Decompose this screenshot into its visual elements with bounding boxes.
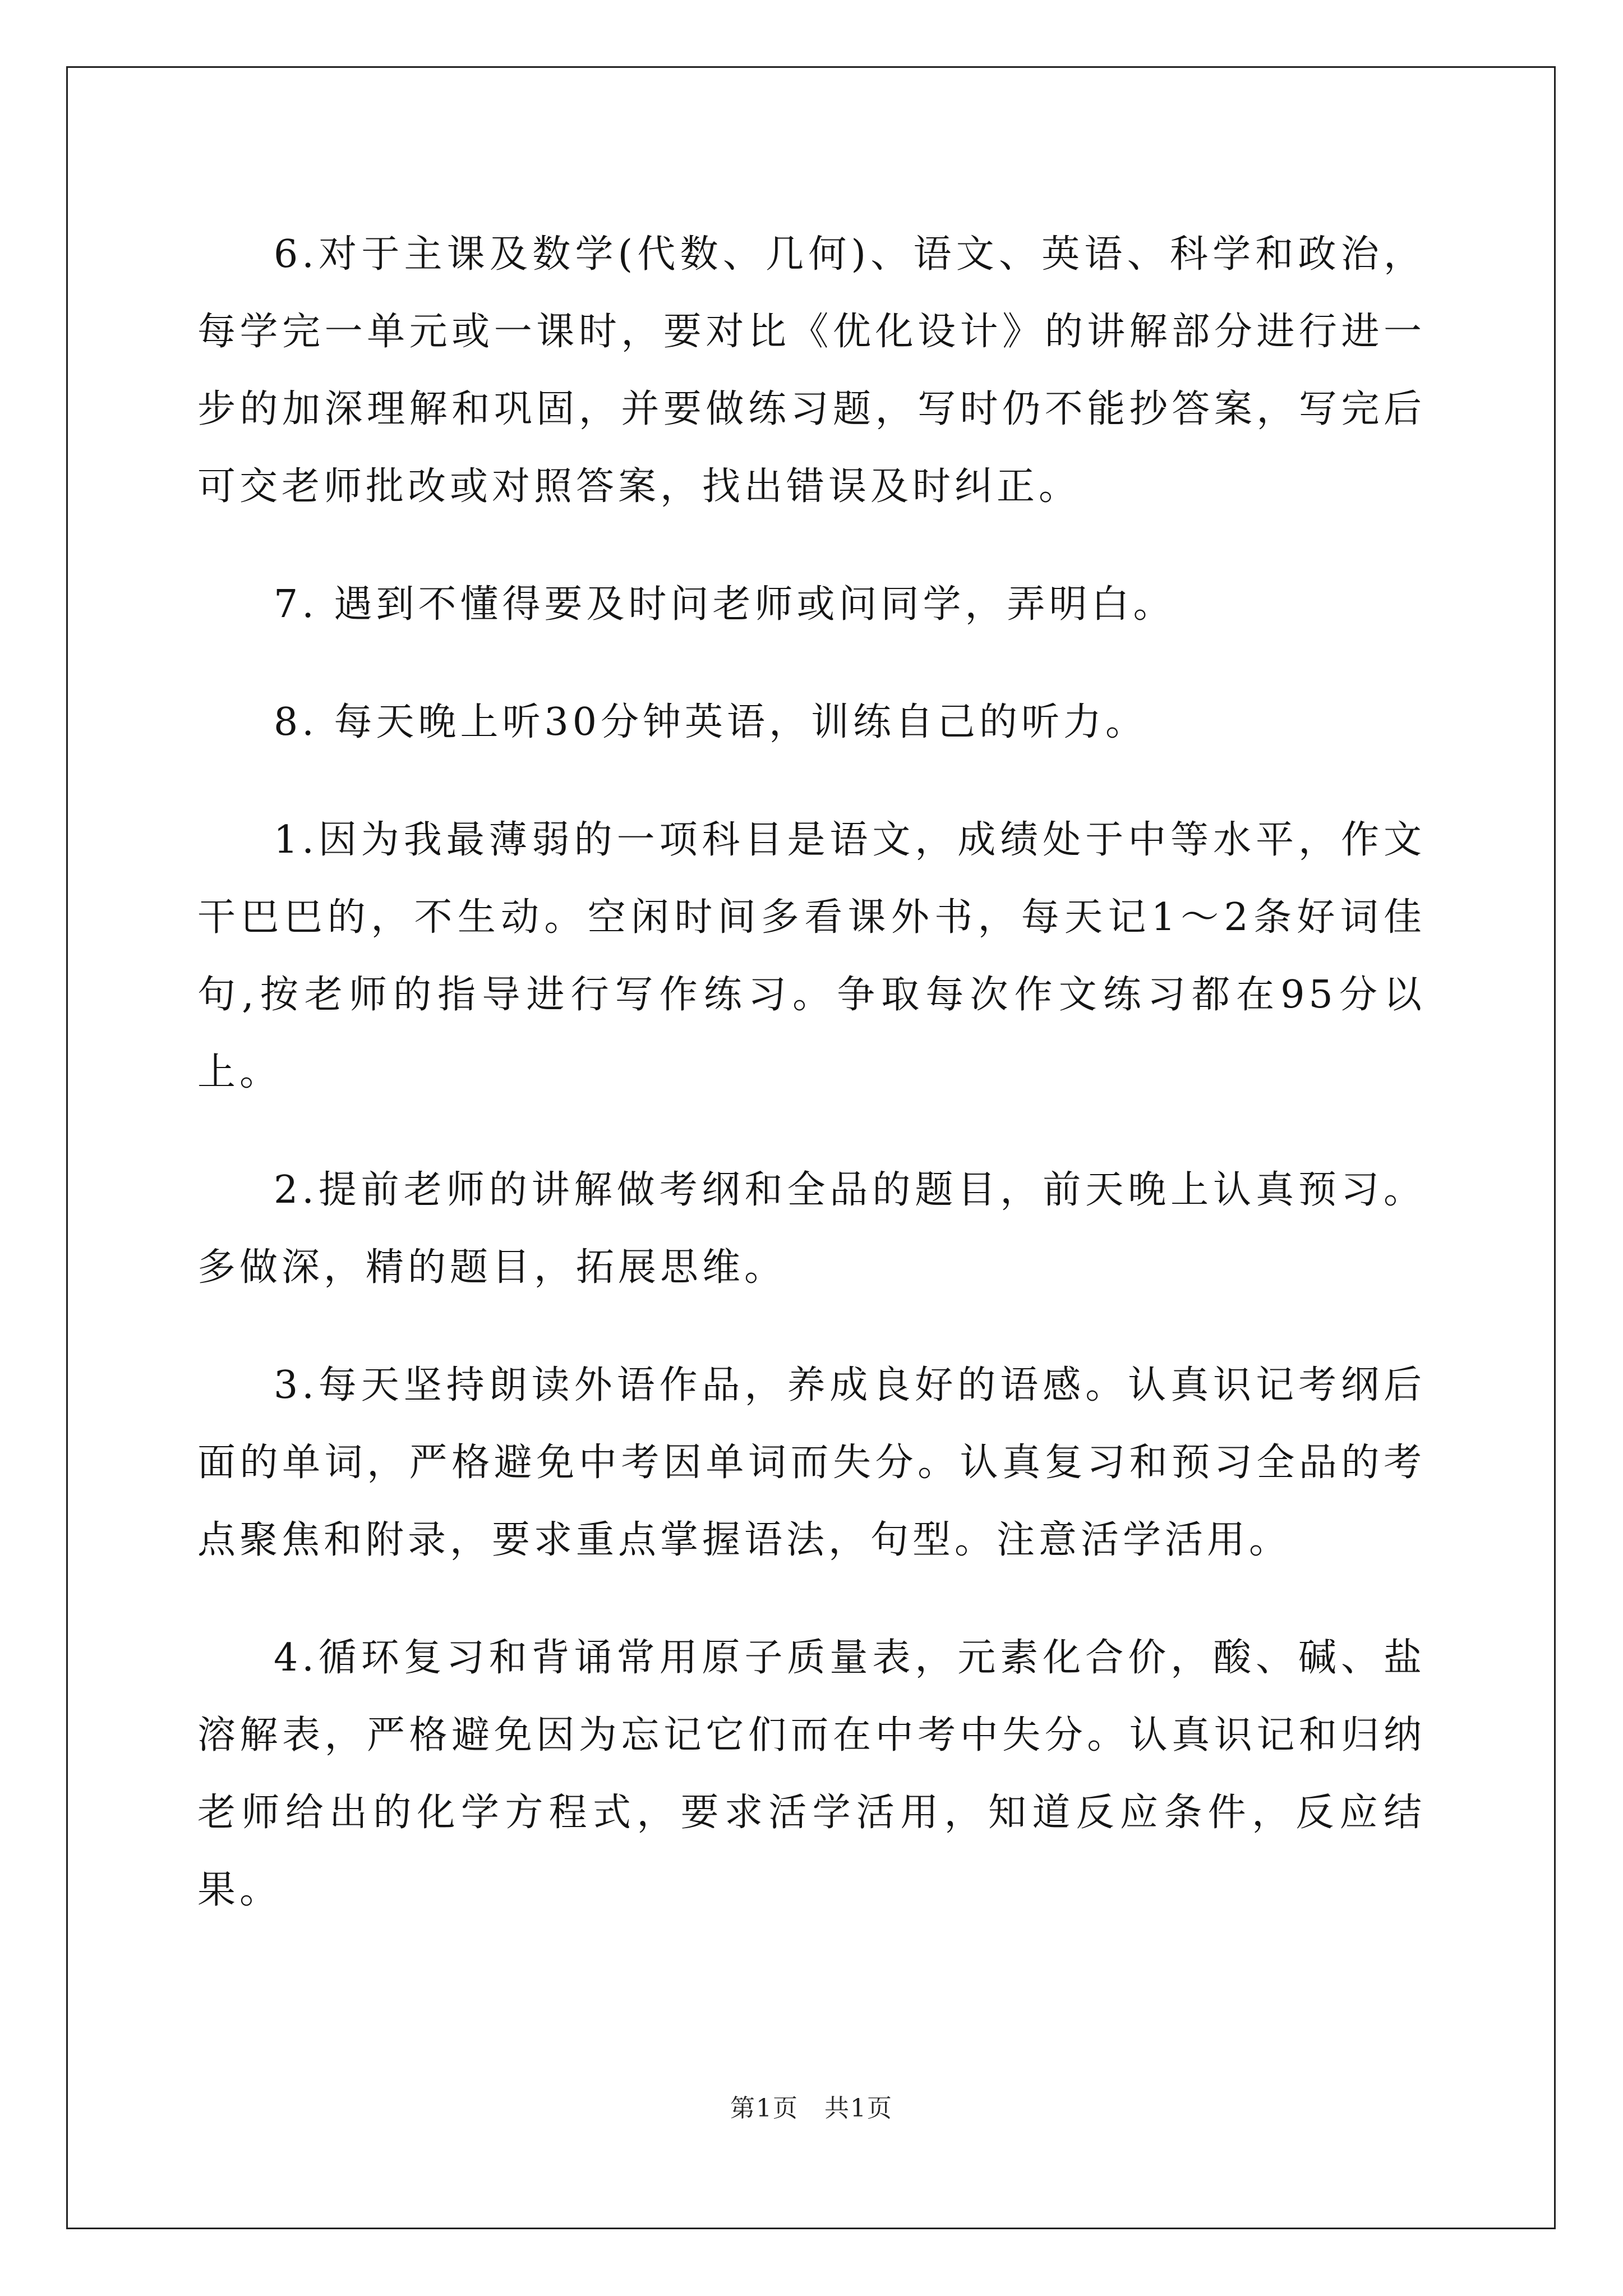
document-body: [197, 216, 1426, 1970]
paragraph-item-8: 8. 每天晚上听30分钟英语，训练自己的听力。: [274, 700, 1148, 744]
paragraph-item-1: 1.因为我最薄弱的一项科目是语文，成绩处于中等水平，作文干巴巴的，不生动。空闲时间多看课外书，每天记1～2条好词佳句,按老师的指导进行写作练习。争取每次作文练习都在95分以上。: [197, 818, 1426, 1094]
paragraph-item-2: 2.提前老师的讲解做考纲和全品的题目，前天晚上认真预习。多做深，精的题目，拓展思维。: [197, 1168, 1426, 1290]
paragraph-item-6: 6.对于主课及数学(代数、几何)、语文、英语、科学和政治，每学完一单元或一课时，要对比《优化设计》的讲解部分进行进一步的加深理解和巩固，并要做练习题，写时仍不能抄答案，写完后可交老师批改或对照答案，找出错误及时纠正。: [197, 232, 1426, 509]
paragraph-item-3: 3.每天坚持朗读外语作品，养成良好的语感。认真识记考纲后面的单词，严格避免中考因单词而失分。认真复习和预习全品的考点聚焦和附录，要求重点掌握语法，句型。注意活学活用。: [197, 1363, 1426, 1562]
paragraph-item-7: 7. 遇到不懂得要及时问老师或问同学，弄明白。: [274, 582, 1175, 627]
page-number-footer: 第1页 共1页: [730, 2094, 893, 2123]
paragraph-item-4: 4.循环复习和背诵常用原子质量表，元素化合价，酸、碱、盐溶解表，严格避免因为忘记它们而在中考中失分。认真识记和归纳老师给出的化学方程式，要求活学活用，知道反应条件，反应结果。: [197, 1636, 1426, 1912]
